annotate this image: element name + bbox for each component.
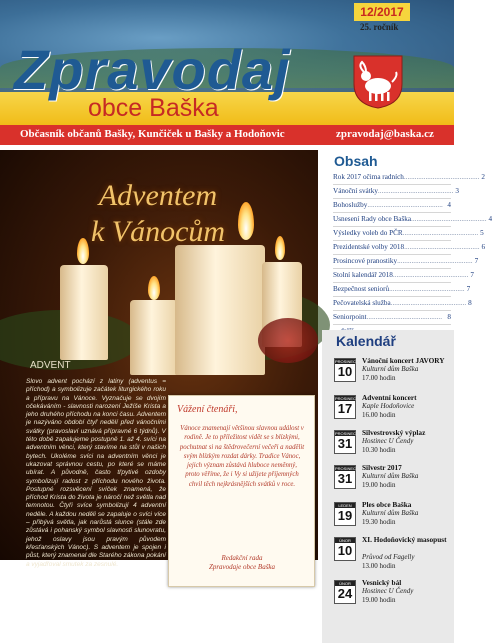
candle-flame bbox=[148, 276, 160, 300]
date-month: LEDEN bbox=[335, 503, 355, 508]
toc-item[interactable] bbox=[333, 227, 484, 241]
toc-item-page: 6 bbox=[481, 243, 486, 251]
toc-item[interactable] bbox=[333, 241, 486, 255]
calendar-date-icon bbox=[334, 395, 356, 419]
toc-item-title: Prezidentské volby 2018 bbox=[333, 243, 405, 251]
event-place: Hostinec U Čendy bbox=[362, 587, 414, 595]
letter-body: Vánoce znamenají většinou slavnou událost v rodině. Je to příležitost vidět se s blízkými, pochutnat si na štědrovečerní večeři a nadělit svým blízkým rozdat dárky. Tradice Vánoc, jejich význam zůstává hluboce neměnný, proto věříme, že i Vy si užijete příjemných chvil těch nejkrásnějších svátků v roce. bbox=[179, 425, 305, 488]
date-month: ÚNOR bbox=[335, 538, 355, 543]
calendar-event[interactable] bbox=[334, 578, 452, 614]
calendar-event[interactable] bbox=[334, 463, 452, 499]
date-month: PROSINEC bbox=[335, 359, 356, 364]
candle bbox=[130, 300, 178, 375]
signature-line: Redakční rada bbox=[221, 554, 263, 562]
event-name: Silvestrovský výplaz bbox=[362, 428, 426, 437]
toc-item-page: 4 bbox=[447, 201, 451, 209]
calendar-heading: Kalendář bbox=[336, 333, 396, 349]
calendar-event[interactable] bbox=[334, 356, 452, 392]
signature-line: Zpravodaje obce Baška bbox=[208, 563, 276, 571]
event-time: 10.30 hodin bbox=[362, 446, 396, 454]
toc-item-page: 7 bbox=[470, 271, 474, 279]
candle bbox=[60, 265, 108, 360]
toc-item-title: Pečovatelská služba bbox=[333, 299, 391, 307]
toc-item-title: Bezpečnost seniorů bbox=[333, 285, 390, 293]
letter-greeting: Vážení čtenáři, bbox=[177, 404, 238, 415]
event-name: XI. Hodoňovický masopust bbox=[362, 535, 447, 544]
cover-title-line: k Vánocům bbox=[90, 215, 226, 248]
toc-item[interactable] bbox=[333, 311, 451, 325]
calendar-date-icon bbox=[334, 502, 356, 526]
event-time: 17.00 hodin bbox=[362, 374, 396, 382]
masthead-subtitle: obce Baška bbox=[88, 94, 219, 122]
event-time: 19.00 hodin bbox=[362, 596, 396, 604]
editorial-letter bbox=[168, 395, 315, 587]
calendar-event[interactable] bbox=[334, 393, 452, 429]
toc-leader: .......................................... bbox=[403, 173, 480, 181]
date-day: 10 bbox=[337, 364, 353, 379]
masthead-title: Zpravodaj bbox=[14, 38, 291, 101]
event-place: Kulturní dům Baška bbox=[362, 365, 419, 373]
letter-signature bbox=[179, 554, 305, 572]
calendar-date-icon bbox=[334, 358, 356, 382]
advent-heading: ADVENT bbox=[30, 360, 71, 371]
toc-item[interactable] bbox=[333, 199, 451, 213]
event-place: Hostinec U Čendy bbox=[362, 437, 414, 445]
event-place: Průvod od Fagelly bbox=[362, 553, 415, 561]
date-month: PROSINEC bbox=[335, 431, 356, 436]
toc-item-title: Výsledky voleb do PČR bbox=[333, 229, 403, 237]
event-time: 16.00 hodin bbox=[362, 411, 396, 419]
event-place: Kulturní dům Baška bbox=[362, 509, 419, 517]
calendar-event[interactable] bbox=[334, 500, 452, 536]
calendar-date-icon bbox=[334, 537, 356, 561]
toc-item-title: Vánoční svátky bbox=[333, 187, 378, 195]
advent-text: Slovo advent pochází z latiny (adventus = příchod) a symbolizuje začátek liturgického roku a přípravu na Vánoce. Vyznačuje se dvojím očekáváním - slavnosti narození Ježíše Krista a jeho druhého příchodu na konci času. Adventem je nazýváno období čtyř nedělí před vánočními svátky (pravoslaví uznává přípravné 6 týdnů). V této době zapalujeme postupně 1. až 4. svíci na adventním věnci, který stavíme na stůl v našich bytech. Ukoléme svíci na adventním věnci je ukazovat správnou cestu, po které se máme ubírat. A původně, často třpytivé ozdoby symbolizují radost z příchodu nového života. Postupné rozsvěcení svíček znamená, že příchod Krista do života je náročí než světla nad temnotou. Čtyři svíce symbolizují 4 adventní neděle. A každou neděli se zapaluje o svíci více – přibývá světla, jak narůstá slunce (stále zde zůstává i pohanský symbol slavnosti slunovratu, jehož oslavy jsou pravým původem křesťanských Vánoc). S adventem je spojen i půst, který znamenal dle Starého zákona pokání a vyjadřoval smutek za zesnulé. bbox=[26, 378, 166, 568]
tagline: Občasník občanů Bašky, Kunčiček u Bašky a Hodoňovic bbox=[20, 128, 285, 140]
calendar-event[interactable] bbox=[334, 428, 452, 464]
toc-item-page: 3 bbox=[455, 187, 459, 195]
event-time: 19.30 hodin bbox=[362, 518, 396, 526]
toc-leader: .......................................... bbox=[390, 299, 467, 307]
toc-item-title: Bohoslužby bbox=[333, 201, 368, 209]
event-place: Kulturní dům Baška bbox=[362, 472, 419, 480]
toc-leader: .......................................... bbox=[392, 271, 469, 279]
toc-item[interactable] bbox=[333, 297, 472, 311]
date-month: PROSINEC bbox=[335, 396, 356, 401]
red-decoration bbox=[258, 318, 318, 363]
toc-heading: Obsah bbox=[334, 153, 378, 169]
date-day: 10 bbox=[337, 543, 353, 558]
event-place: Kaple Hodoňovice bbox=[362, 402, 415, 410]
toc-leader: .......................................... bbox=[367, 201, 443, 209]
event-name: Vesnický bál bbox=[362, 578, 402, 587]
toc-leader: .......................................... bbox=[397, 257, 473, 265]
toc-item-title: Stolní kalendář 2018 bbox=[333, 271, 393, 279]
date-day: 24 bbox=[337, 586, 353, 601]
candle bbox=[175, 245, 265, 375]
volume-label: 25. ročník bbox=[360, 22, 399, 32]
toc-item-page: 8 bbox=[468, 299, 472, 307]
event-name: Ples obce Baška bbox=[362, 500, 412, 509]
toc-leader: .......................................... bbox=[402, 229, 479, 237]
toc-item-page: 2 bbox=[481, 173, 485, 181]
table-of-contents bbox=[333, 171, 492, 339]
event-time: 19.00 hodin bbox=[362, 481, 396, 489]
toc-item-page: 5 bbox=[480, 229, 484, 237]
toc-item-title: Usnesení Rady obce Baška bbox=[333, 215, 412, 223]
event-time: 13.00 hodin bbox=[362, 562, 396, 570]
cover-title-line: Adventem bbox=[98, 179, 218, 212]
date-month: PROSINEC bbox=[335, 466, 356, 471]
email-link[interactable]: zpravodaj@baska.cz bbox=[336, 128, 434, 140]
toc-item-title: Seniorpoint bbox=[333, 313, 367, 321]
event-name: Vánoční koncert JAVORY bbox=[362, 356, 445, 365]
calendar-date-icon bbox=[334, 430, 356, 454]
toc-leader: .......................................... bbox=[366, 313, 443, 321]
toc-item[interactable] bbox=[333, 213, 492, 227]
toc-item-page: 7 bbox=[466, 285, 471, 293]
toc-item-title: Prosincové pranostiky bbox=[333, 257, 398, 265]
toc-item[interactable] bbox=[333, 171, 485, 185]
toc-leader: .......................................... bbox=[411, 215, 487, 223]
date-day: 31 bbox=[337, 471, 353, 486]
calendar-date-icon bbox=[334, 580, 356, 604]
coat-of-arms-icon bbox=[352, 54, 404, 110]
toc-item-page: 4 bbox=[488, 215, 492, 223]
toc-item-page: 8 bbox=[447, 313, 451, 321]
date-month: ÚNOR bbox=[335, 581, 355, 586]
toc-item-title: Rok 2017 očima radních bbox=[333, 173, 404, 181]
issue-number: 12/2017 bbox=[354, 3, 410, 21]
date-day: 17 bbox=[337, 401, 353, 416]
cover-title bbox=[28, 178, 288, 250]
toc-leader: .......................................... bbox=[389, 285, 465, 293]
date-day: 19 bbox=[337, 508, 353, 523]
toc-item[interactable] bbox=[333, 185, 459, 199]
calendar-date-icon bbox=[334, 465, 356, 489]
event-name: Silvestr 2017 bbox=[362, 463, 402, 472]
event-name: Adventní koncert bbox=[362, 393, 417, 402]
toc-item[interactable] bbox=[333, 283, 471, 297]
date-day: 31 bbox=[337, 436, 353, 451]
toc-item-page: 7 bbox=[474, 257, 479, 265]
toc-item[interactable] bbox=[333, 255, 479, 269]
toc-leader: .......................................... bbox=[404, 243, 480, 251]
calendar-event[interactable] bbox=[334, 535, 452, 571]
toc-leader: .......................................... bbox=[377, 187, 454, 195]
toc-item[interactable] bbox=[333, 269, 474, 283]
